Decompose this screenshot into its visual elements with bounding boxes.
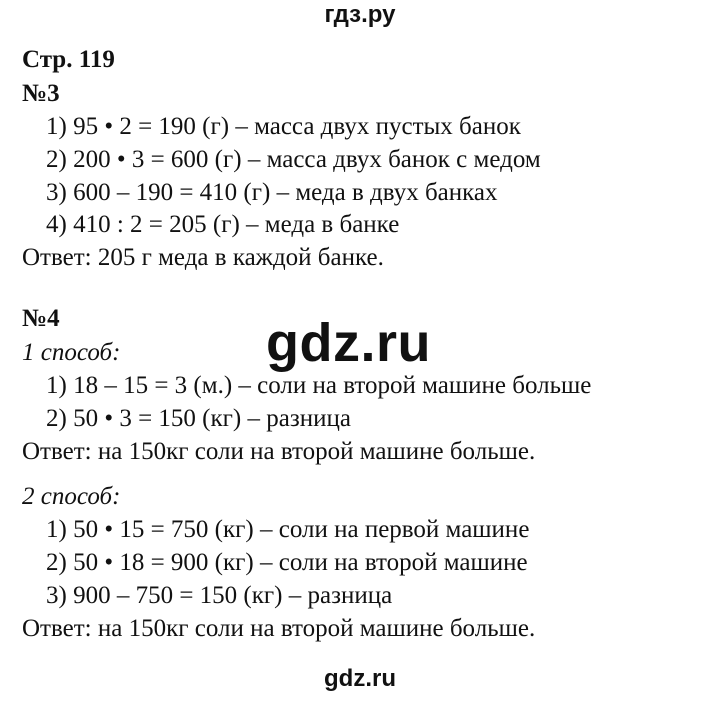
watermark-top: гдз.ру: [324, 1, 396, 28]
task4-method1-step-1: 1) 18 – 15 = 3 (м.) – соли на второй машине больше: [46, 372, 592, 399]
watermark-bottom: gdz.ru: [324, 665, 396, 692]
task4-method2-step-2: 2) 50 • 18 = 900 (кг) – соли на второй машине: [46, 549, 528, 576]
task3-step-2: 2) 200 • 3 = 600 (г) – масса двух банок с медом: [46, 146, 541, 173]
task3-number: №3: [22, 80, 60, 107]
task4-number: №4: [22, 305, 60, 332]
watermark-center: gdz.ru: [266, 313, 431, 373]
task4-method1-answer: Ответ: на 150кг соли на второй машине больше.: [22, 438, 536, 465]
task4-method1-label: 1 способ:: [22, 339, 121, 366]
task3-step-3: 3) 600 – 190 = 410 (г) – меда в двух банках: [46, 179, 498, 206]
page-label: Стр. 119: [22, 46, 115, 73]
task4-method1-step-2: 2) 50 • 3 = 150 (кг) – разница: [46, 405, 351, 432]
task3-step-1: 1) 95 • 2 = 190 (г) – масса двух пустых банок: [46, 113, 521, 140]
task3-answer: Ответ: 205 г меда в каждой банке.: [22, 244, 384, 271]
task4-method2-step-1: 1) 50 • 15 = 750 (кг) – соли на первой машине: [46, 516, 530, 543]
task4-method2-answer: Ответ: на 150кг соли на второй машине больше.: [22, 615, 536, 642]
task4-method2-step-3: 3) 900 – 750 = 150 (кг) – разница: [46, 582, 393, 609]
task3-step-4: 4) 410 : 2 = 205 (г) – меда в банке: [46, 211, 400, 238]
task4-method2-label: 2 способ:: [22, 483, 121, 510]
